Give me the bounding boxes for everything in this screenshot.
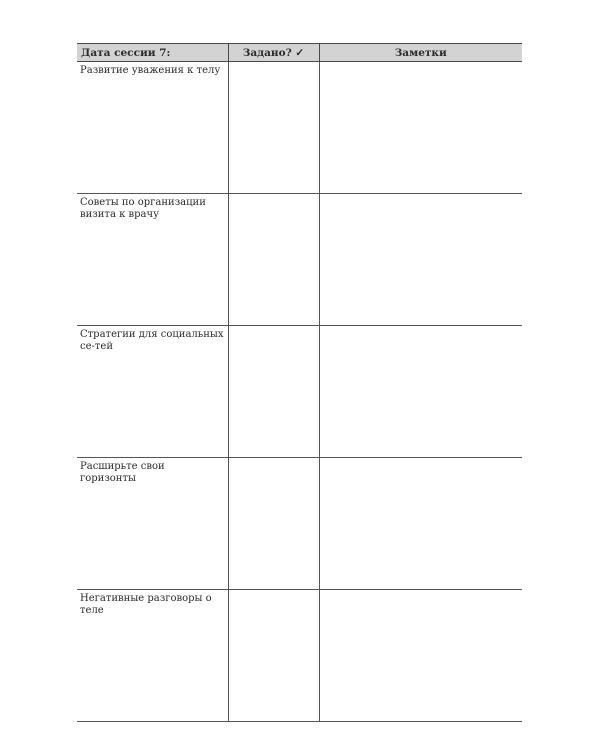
header-assigned: Задано? ✓ bbox=[228, 44, 319, 62]
table-header-row bbox=[77, 44, 522, 62]
assigned-cell[interactable] bbox=[228, 326, 319, 458]
notes-cell[interactable] bbox=[319, 194, 522, 326]
assigned-cell[interactable] bbox=[228, 590, 319, 722]
header-session-date: Дата сессии 7: bbox=[77, 44, 228, 62]
assigned-cell[interactable] bbox=[228, 62, 319, 194]
table-row bbox=[77, 62, 522, 194]
row-topic: Развитие уважения к телу bbox=[77, 62, 228, 194]
header-notes: Заметки bbox=[319, 44, 522, 62]
notes-cell[interactable] bbox=[319, 62, 522, 194]
table-row bbox=[77, 458, 522, 590]
notes-cell[interactable] bbox=[319, 590, 522, 722]
row-topic: Стратегии для социальных се-тей bbox=[77, 326, 228, 458]
assigned-cell[interactable] bbox=[228, 194, 319, 326]
table-row bbox=[77, 326, 522, 458]
table-row bbox=[77, 194, 522, 326]
row-topic: Негативные разговоры о теле bbox=[77, 590, 228, 722]
notes-cell[interactable] bbox=[319, 326, 522, 458]
row-topic: Расширьте свои горизонты bbox=[77, 458, 228, 590]
row-topic: Советы по организации визита к врачу bbox=[77, 194, 228, 326]
table-row bbox=[77, 590, 522, 722]
assigned-cell[interactable] bbox=[228, 458, 319, 590]
notes-cell[interactable] bbox=[319, 458, 522, 590]
session-7-tracking-table bbox=[77, 43, 522, 722]
